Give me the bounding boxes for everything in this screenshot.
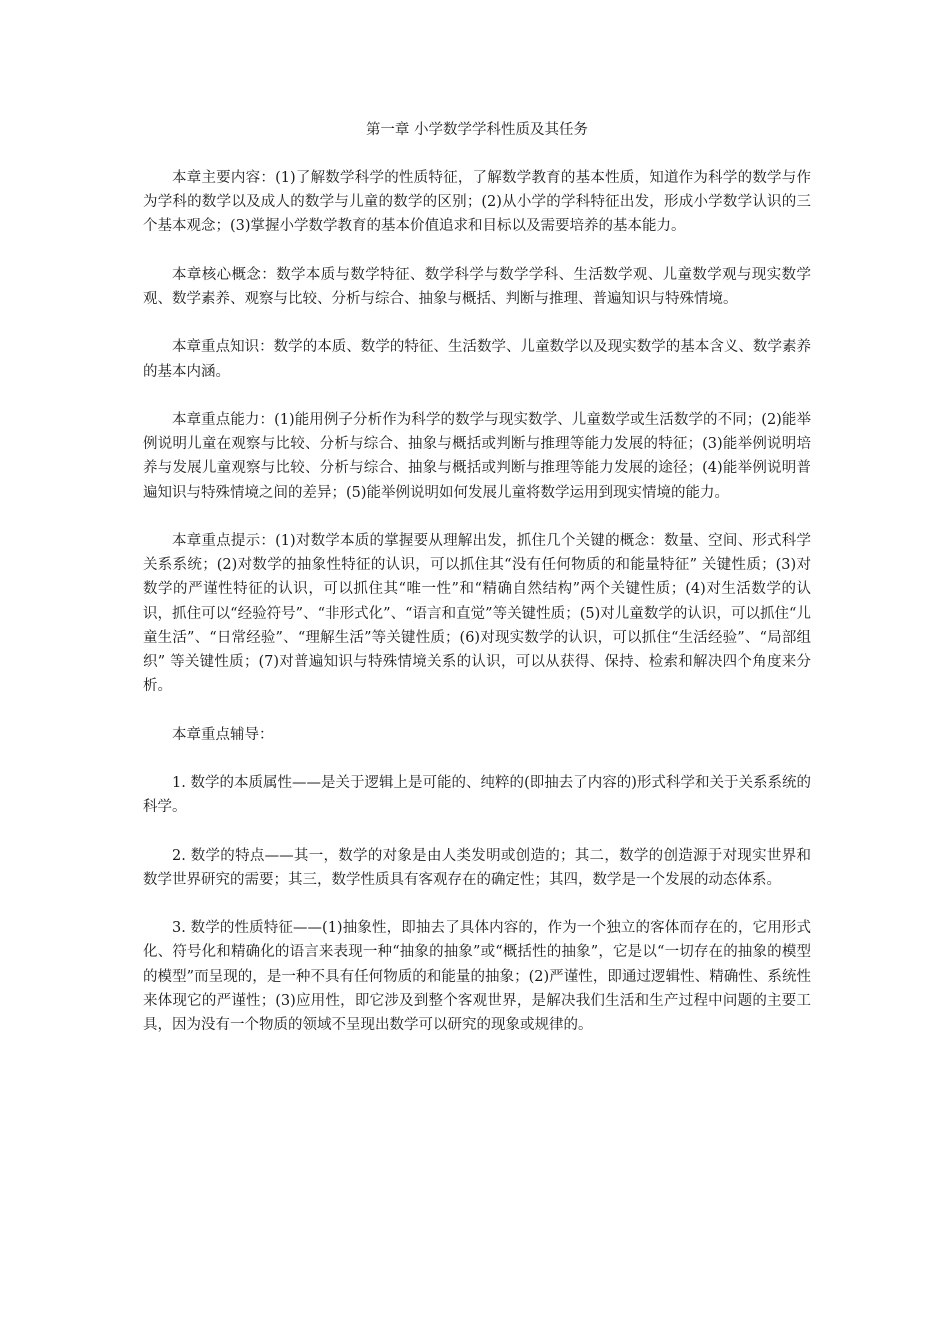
paragraph-main-content: 本章主要内容：(1)了解数学科学的性质特征，了解数学教育的基本性质，知道作为科学的数学与作为学科的数学以及成人的数学与儿童的数学的区别；(2)从小学的学科特征出发，形成小学数学认识的三个基本观念；(3)掌握小学数学教育的基本价值追求和目标以及需要培养的基本能力。 xyxy=(143,170,811,235)
paragraph-point-2: 2. 数学的特点——其一，数学的对象是由人类发明或创造的；其二，数学的创造源于对现实世界和数学世界研究的需要；其三，数学性质具有客观存在的确定性；其四，数学是一个发展的动态体系。 xyxy=(143,847,811,888)
paragraph-point-1: 1. 数学的本质属性——是关于逻辑上是可能的、纯粹的(即抽去了内容的)形式科学和关于关系系统的科学。 xyxy=(143,774,811,816)
chapter-title: 第一章 小学数学学科性质及其任务 xyxy=(365,122,589,138)
paragraph-point-3: 3. 数学的性质特征——(1)抽象性，即抽去了具体内容的，作为一个独立的客体而存在的，它用形式化、符号化和精确化的语言来表现一种“抽象的抽象”或“概括性的抽象”，它是以“一切存在的抽象的模型的模型”而呈现的，是一种不具有任何物质的和能量的抽象；(2)严谨性，即通过逻辑性、精确性、系统性来体现它的严谨性；(3)应用性，即它涉及到整个客观世界，是解决我们生活和生产过程中问题的主要工具，因为没有一个物质的领域不呈现出数学可以研究的现象或规律的。 xyxy=(143,920,811,1033)
paragraph-key-tips: 本章重点提示：(1)对数学本质的掌握要从理解出发，抓住几个关键的概念：数量、空间、形式科学关系系统；(2)对数学的抽象性特征的认识，可以抓住其“没有任何物质的和能量特征” 关键性质；(3)对数学的严谨性特征的认识，可以抓住其“唯一性”和“精确自然结构”两个关键性质；(4)对生活数学的认识，抓住可以“经验符号”、“非形式化”、“语言和直觉”等关键性质；(5)对儿童数学的认识，可以抓住“儿童生活”、“日常经验”、“理解生活”等关键性质；(6)对现实数学的认识，可以抓住“生活经验”、“局部组织” 等关键性质；(7)对普遍知识与特殊情境关系的认识，可以从获得、保持、检索和解决四个角度来分析。 xyxy=(143,532,811,695)
paragraph-core-concepts: 本章核心概念：数学本质与数学特征、数学科学与数学学科、生活数学观、儿童数学观与现实数学观、数学素养、观察与比较、分析与综合、抽象与概括、判断与推理、普遍知识与特殊情境。 xyxy=(143,266,811,307)
paragraph-key-knowledge: 本章重点知识：数学的本质、数学的特征、生活数学、儿童数学以及现实数学的基本含义、数学素养的基本内涵。 xyxy=(143,339,811,380)
paragraph-key-guidance-heading: 本章重点辅导： xyxy=(172,726,274,743)
paragraph-key-abilities: 本章重点能力：(1)能用例子分析作为科学的数学与现实数学、儿童数学或生活数学的不同；(2)能举例说明儿童在观察与比较、分析与综合、抽象与概括或判断与推理等能力发展的特征；(3)能举例说明培养与发展儿童观察与比较、分析与综合、抽象与概括或判断与推理等能力发展的途径；(4)能举例说明普遍知识与特殊情境之间的差异；(5)能举例说明如何发展儿童将数学运用到现实情境的能力。 xyxy=(143,411,811,501)
document-page xyxy=(143,118,811,1061)
